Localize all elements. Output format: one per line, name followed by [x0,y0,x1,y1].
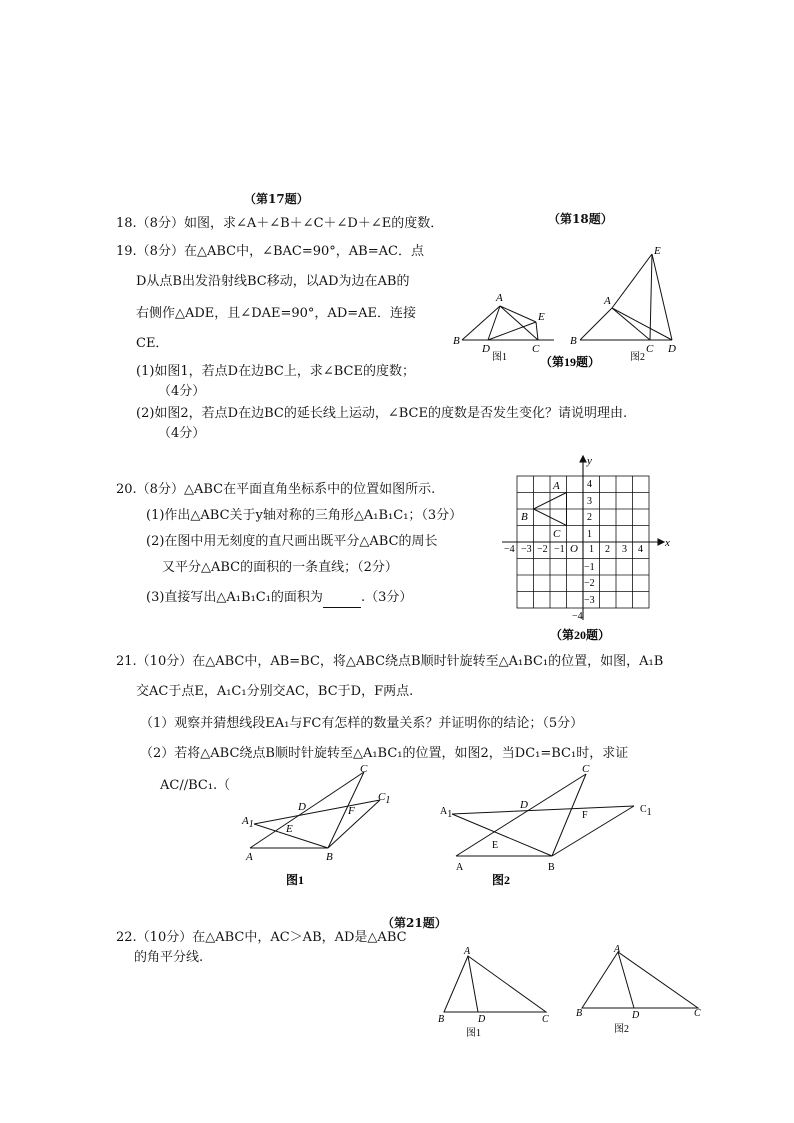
svg-text:B: B [438,1014,445,1025]
svg-text:A: A [604,295,611,307]
svg-text:D: D [668,343,676,355]
svg-text:E: E [538,311,545,323]
svg-text:E: E [654,245,661,257]
q19-line3: 右侧作△ADE，且∠DAE=90°，AD=AE．连接 [136,306,417,321]
q19-line4: CE． [136,336,169,351]
q19-part2: (2)如图2，若点D在边BC的延长线上运动，∠BCE的度数是否发生变化？请说明理由. [136,406,628,421]
svg-text:E: E [286,823,293,835]
svg-text:2: 2 [605,544,610,555]
q18-text: 18.（8分）如图，求∠A＋∠B＋∠C＋∠D＋∠E的度数． [116,216,444,231]
q22-figures [430,944,710,1044]
caption-q20: （第20题） [550,628,611,642]
q21-figure-2 [452,774,634,856]
svg-text:2: 2 [587,512,592,523]
x-axis-label: x [665,537,670,549]
svg-text:−2: −2 [584,578,595,589]
svg-text:C: C [542,1014,549,1025]
svg-text:B: B [326,851,333,863]
svg-text:A: A [614,944,621,955]
q20-part2b: 又平分△ABC的面积的一条直线；（2分） [162,560,398,575]
q22-line1: 22.（10分）在△ABC中，AC＞AB，AD是△ABC [116,930,407,945]
svg-text:4: 4 [587,479,592,490]
svg-text:C: C [360,763,368,775]
q20-part3: (3)直接写出△A₁B₁C₁的面积为 .（3分） [146,588,412,608]
svg-text:D: D [632,1010,640,1021]
q19-fig1-label: 图1 [492,352,507,363]
caption-q19: （第19题） [540,355,601,369]
q19-figure-2 [580,254,672,340]
svg-text:1: 1 [589,544,594,555]
svg-text:C1: C1 [378,791,391,806]
q21-part2: （2）若将△ABC绕点B顺时针旋转至△A₁BC₁的位置，如图2，当DC₁=BC₁时，求证 [140,746,629,761]
q22-figure-2 [582,952,698,1008]
y-axis-label: y [587,455,592,467]
svg-text:C: C [553,528,561,540]
axes [502,456,664,620]
svg-text:1: 1 [587,529,592,540]
origin-label: O [570,543,578,555]
svg-text:−3: −3 [521,544,532,555]
svg-text:−2: −2 [537,544,548,555]
svg-text:3: 3 [587,496,592,507]
q22-figure-1 [444,956,546,1012]
caption-q18: （第18题） [548,212,613,226]
q20-line1: 20.（8分）△ABC在平面直角坐标系中的位置如图所示. [116,482,436,497]
q20-part2a: (2)在图中用无刻度的直尺画出既平分△ABC的周长 [146,534,438,549]
svg-text:−1: −1 [554,544,565,555]
q20-part1: (1)作出△ABC关于y轴对称的三角形△A₁B₁C₁；（3分） [146,508,463,523]
q19-part1-score: （4分） [158,384,206,399]
svg-text:C1: C1 [640,804,652,818]
svg-text:C: C [646,343,654,355]
svg-text:B: B [548,862,555,873]
svg-text:B: B [570,335,577,347]
svg-text:A: A [456,862,464,873]
svg-text:D: D [478,1014,486,1025]
svg-text:−4: −4 [504,544,515,555]
svg-text:D: D [520,799,528,811]
q21-fig2-label: 图2 [492,873,511,887]
q22-fig2-label: 图2 [614,1024,629,1035]
svg-text:C: C [532,343,540,355]
q20-answer-blank[interactable] [323,595,361,608]
q22-line2: 的角平分线. [134,950,204,965]
svg-text:F: F [582,810,588,821]
q19-part1: (1)如图1，若点D在边BC上，求∠BCE的度数； [136,364,415,379]
svg-text:B: B [521,511,528,523]
q21-line2: 交AC于点E，A₁C₁分别交AC，BC于D，F两点. [136,684,414,699]
svg-text:D: D [298,801,306,813]
svg-text:C: C [582,763,590,775]
svg-text:−1: −1 [584,562,595,573]
svg-text:D: D [482,343,490,355]
svg-text:−4: −4 [572,611,583,622]
q21-part2b: AC//BC₁.（ [160,778,231,793]
q19-fig2-label: 图2 [630,352,645,363]
q21-part1: （1）观察并猜想线段EA₁与FC有怎样的数量关系？并证明你的结论；（5分） [140,716,584,731]
svg-text:A: A [464,946,471,957]
caption-q17: （第17题） [244,192,309,206]
svg-text:E: E [492,840,499,851]
q21-figure-1 [250,772,380,848]
svg-text:A1: A1 [440,806,453,820]
q19-line2: D从点B出发沿射线BC移动，以AD为边在AB的 [136,274,410,289]
q21-fig1-label: 图1 [286,873,305,887]
q21-figures [230,760,650,892]
svg-text:4: 4 [638,544,643,555]
q21-line1: 21.（10分）在△ABC中，AB=BC，将△ABC绕点B顺时针旋转至△A₁BC₁的位置，如图，A₁B [116,654,664,669]
svg-text:A1: A1 [242,815,254,830]
svg-text:3: 3 [622,544,627,555]
q20-coordinate-grid [500,454,670,644]
q19-line1: 19.（8分）在△ABC中，∠BAC=90°，AB=AC．点 [116,244,424,259]
svg-text:A: A [496,292,503,304]
svg-text:A: A [246,851,253,863]
svg-text:C: C [694,1008,701,1019]
svg-text:B: B [453,335,460,347]
svg-text:−3: −3 [584,595,595,606]
q19-part2-score: （4分） [158,426,206,441]
q22-fig1-label: 图1 [466,1028,481,1039]
svg-text:A: A [553,480,560,492]
caption-q21: （第21题） [382,916,447,930]
svg-text:B: B [576,1008,583,1019]
q19-figures [450,240,690,370]
svg-text:F: F [348,805,355,817]
